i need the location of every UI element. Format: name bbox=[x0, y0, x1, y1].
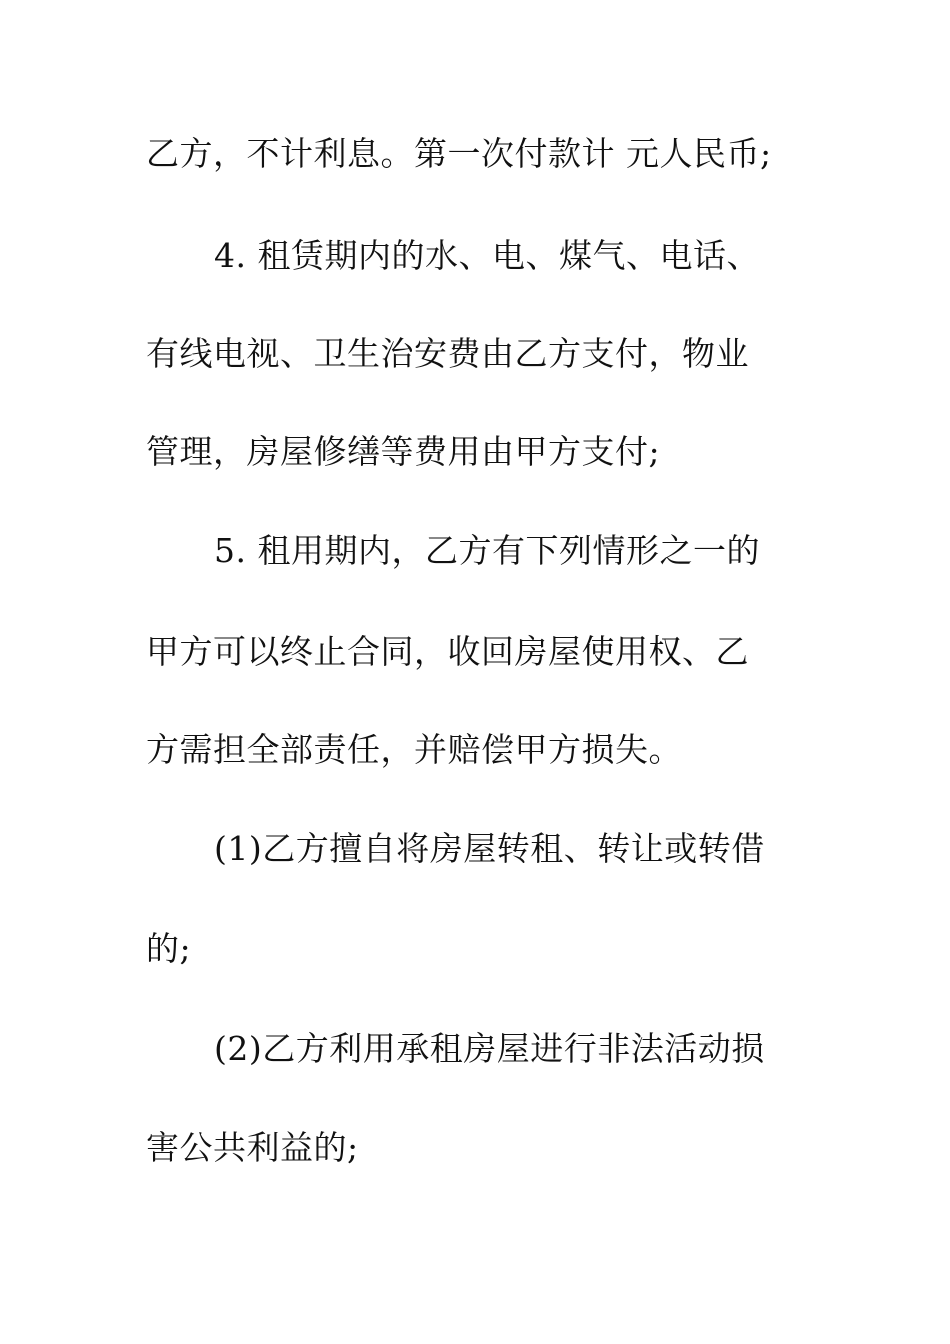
item-2-line-1: (2)乙方利用承租房屋进行非法活动损 bbox=[214, 1029, 765, 1068]
clause-5-line-2: 甲方可以终止合同，收回房屋使用权、乙 bbox=[146, 632, 749, 671]
clause-4-line-2: 有线电视、卫生治安费由乙方支付，物业 bbox=[146, 334, 749, 373]
clause-4-line-1: 4. 租赁期内的水、电、煤气、电话、 bbox=[214, 236, 760, 275]
item-2-line-2: 害公共利益的; bbox=[146, 1128, 359, 1167]
clause-4-line-3: 管理，房屋修缮等费用由甲方支付; bbox=[146, 432, 661, 471]
clause-5-line-3: 方需担全部责任，并赔偿甲方损失。 bbox=[146, 730, 682, 769]
clause-5-line-1: 5. 租用期内，乙方有下列情形之一的 bbox=[214, 531, 760, 570]
item-1-line-2: 的; bbox=[146, 929, 192, 968]
text-line-1: 乙方，不计利息。第一次付款计 元人民币; bbox=[146, 134, 772, 173]
item-1-line-1: (1)乙方擅自将房屋转租、转让或转借 bbox=[214, 829, 765, 868]
